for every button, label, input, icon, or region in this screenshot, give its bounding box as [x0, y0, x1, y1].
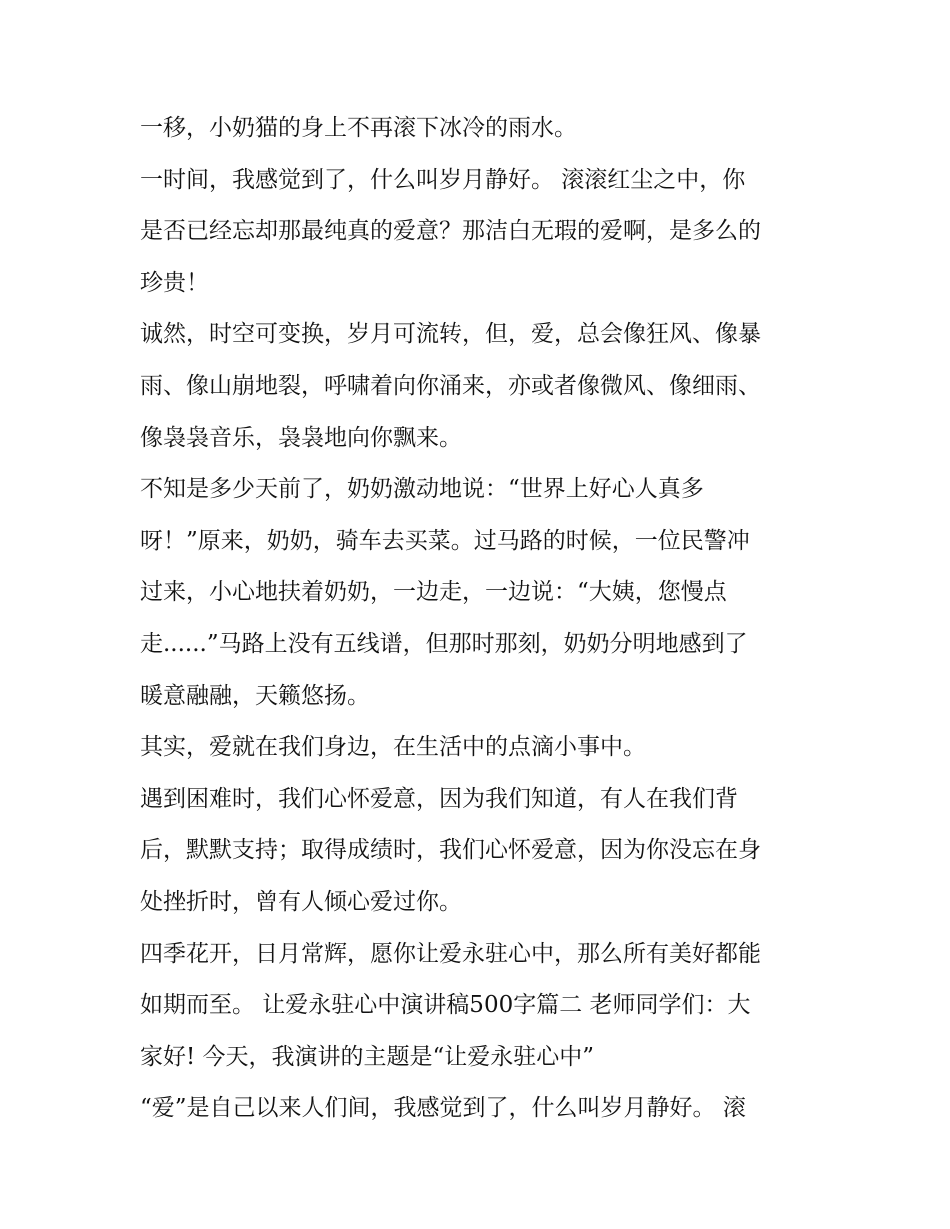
text-line: 诚然，时空可变换，岁月可流转，但，爱，总会像狂风、像暴	[140, 321, 761, 348]
text-line: 其实，爱就在我们身边，在生活中的点滴小事中。	[140, 734, 646, 761]
text-line: 后，默默支持；取得成绩时，我们心怀爱意，因为你没忘在身	[140, 837, 761, 864]
text-line: 一移，小奶猫的身上不再滚下冰冷的雨水。	[140, 115, 577, 141]
text-line: 不知是多少天前了，奶奶激动地说：“世界上好心人真多	[140, 476, 704, 503]
text-line: 如期而至。 让爱永驻心中演讲稿500字篇二 老师同学们：大	[140, 992, 751, 1019]
text-line: 雨、像山崩地裂，呼啸着向你涌来，亦或者像微风、像细雨、	[140, 372, 761, 399]
text-line: 呀！”原来，奶奶，骑车去买菜。过马路的时候，一位民警冲	[140, 527, 750, 554]
text-line: 是否已经忘却那最纯真的爱意？那洁白无瑕的爱啊，是多么的	[140, 218, 761, 245]
body-text	[140, 106, 820, 1138]
text-line: 走......”马路上没有五线谱，但那时那刻，奶奶分明地感到了	[140, 630, 748, 657]
text-line: 处挫折时，曾有人倾心爱过你。	[140, 888, 462, 915]
text-line: 四季花开，日月常辉，愿你让爱永驻心中，那么所有美好都能	[140, 940, 761, 967]
text-line: 家好! 今天，我演讲的主题是“让爱永驻心中”	[140, 1043, 595, 1070]
text-line: 珍贵！	[140, 269, 209, 296]
text-line: “爱”是自己以来人们间，我感觉到了，什么叫岁月静好。 滚	[140, 1095, 746, 1122]
text-line: 一时间，我感觉到了，什么叫岁月静好。 滚滚红尘之中，你	[140, 166, 746, 193]
text-line: 遇到困难时，我们心怀爱意，因为我们知道，有人在我们背	[140, 785, 738, 812]
text-line: 过来，小心地扶着奶奶，一边走，一边说：“大姨，您慢点	[140, 579, 727, 606]
text-line: 像袅袅音乐，袅袅地向你飘来。	[140, 424, 462, 451]
text-line: 暖意融融，天籁悠扬。	[140, 682, 370, 709]
